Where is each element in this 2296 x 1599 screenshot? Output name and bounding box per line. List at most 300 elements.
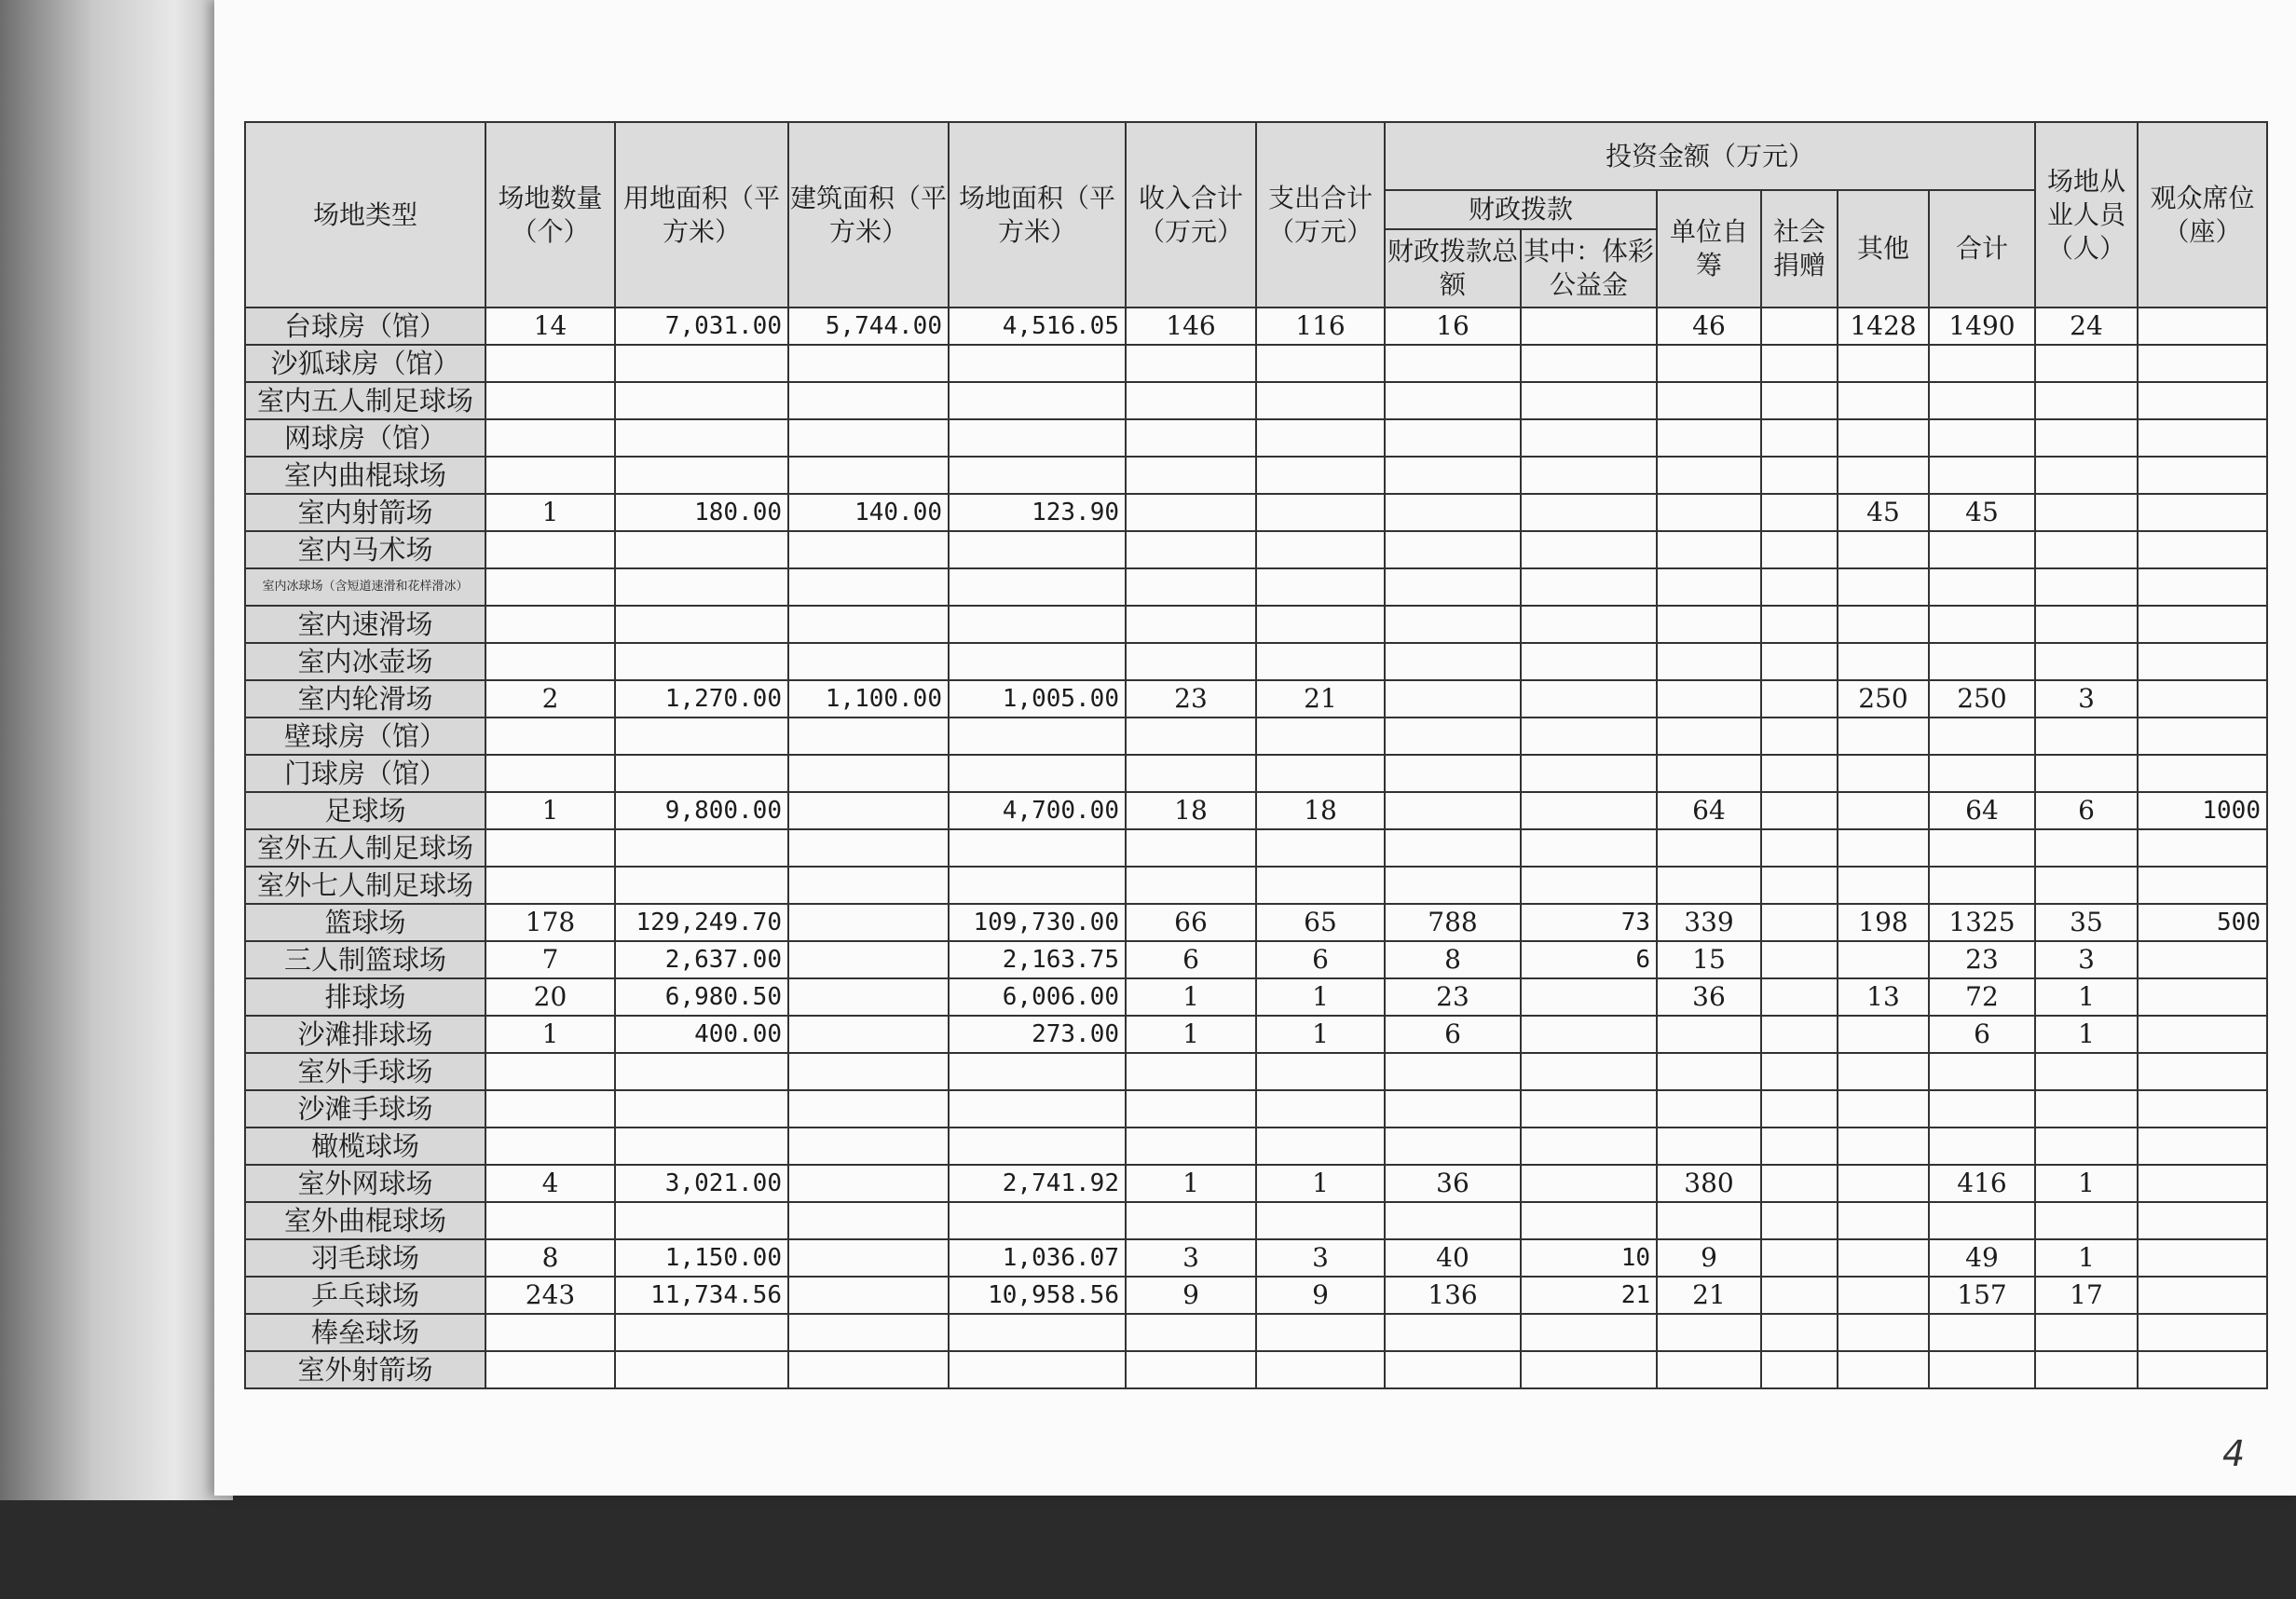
cell-expense [1256,1090,1385,1128]
cell-lottery [1521,1128,1657,1165]
cell-staff [2035,867,2138,904]
cell-self [1657,718,1761,755]
cell-staff: 3 [2035,941,2138,978]
cell-building [788,1202,949,1239]
cell-lottery [1521,829,1657,867]
cell-self [1657,568,1761,606]
cell-income [1126,1351,1256,1388]
cell-donation [1761,494,1838,531]
cell-lottery: 73 [1521,904,1657,941]
cell-field [949,1090,1126,1128]
cell-income: 1 [1126,1165,1256,1202]
cell-other [1838,457,1929,494]
cell-type: 室外七人制足球场 [245,867,485,904]
cell-type: 室内马术场 [245,531,485,568]
cell-expense [1256,1314,1385,1351]
cell-fiscal-total [1385,419,1521,457]
cell-land [615,718,788,755]
cell-donation [1761,904,1838,941]
cell-staff [2035,718,2138,755]
cell-income [1126,382,1256,419]
table-row [245,568,2267,606]
cell-total: 64 [1929,792,2035,829]
cell-building [788,1128,949,1165]
cell-income: 1 [1126,978,1256,1016]
cell-building [788,345,949,382]
cell-type: 室内五人制足球场 [245,382,485,419]
cell-income [1126,419,1256,457]
table-row [245,1314,2267,1351]
cell-lottery [1521,1314,1657,1351]
cell-type: 沙滩排球场 [245,1016,485,1053]
cell-self [1657,345,1761,382]
cell-donation [1761,941,1838,978]
cell-lottery [1521,531,1657,568]
table-row [245,792,2267,829]
cell-building [788,568,949,606]
cell-type: 室外手球场 [245,1053,485,1090]
cell-building: 140.00 [788,494,949,531]
cell-donation [1761,382,1838,419]
cell-field [949,382,1126,419]
cell-income [1126,1053,1256,1090]
table-row [245,345,2267,382]
cell-field [949,345,1126,382]
header-other: 其他 [1838,190,1929,308]
cell-land [615,457,788,494]
cell-count [485,1090,615,1128]
cell-field: 109,730.00 [949,904,1126,941]
cell-total [1929,1202,2035,1239]
cell-other [1838,1314,1929,1351]
cell-total: 23 [1929,941,2035,978]
cell-donation [1761,718,1838,755]
cell-building [788,606,949,643]
header-self-raised: 单位自筹 [1657,190,1761,308]
cell-lottery [1521,1016,1657,1053]
cell-land: 9,800.00 [615,792,788,829]
cell-type: 室外网球场 [245,1165,485,1202]
cell-self: 46 [1657,308,1761,345]
cell-building [788,457,949,494]
cell-field [949,1053,1126,1090]
cell-land: 11,734.56 [615,1277,788,1314]
cell-income: 9 [1126,1277,1256,1314]
cell-lottery [1521,1053,1657,1090]
cell-fiscal-total [1385,829,1521,867]
cell-self [1657,829,1761,867]
cell-fiscal-total [1385,755,1521,792]
cell-self: 64 [1657,792,1761,829]
cell-lottery [1521,978,1657,1016]
cell-fiscal-total [1385,1090,1521,1128]
cell-other [1838,792,1929,829]
cell-total: 250 [1929,680,2035,718]
header-expense: 支出合计（万元） [1256,122,1385,308]
cell-field [949,1202,1126,1239]
cell-building [788,1090,949,1128]
cell-count: 4 [485,1165,615,1202]
cell-building [788,1016,949,1053]
cell-income: 66 [1126,904,1256,941]
table-row [245,457,2267,494]
header-staff: 场地从业人员（人） [2035,122,2138,308]
cell-expense [1256,1202,1385,1239]
cell-count [485,718,615,755]
cell-donation [1761,1202,1838,1239]
cell-expense [1256,606,1385,643]
cell-other [1838,1165,1929,1202]
cell-expense: 1 [1256,1165,1385,1202]
cell-staff [2035,643,2138,680]
cell-count: 2 [485,680,615,718]
cell-total: 49 [1929,1239,2035,1277]
cell-total [1929,345,2035,382]
cell-income [1126,1202,1256,1239]
cell-field: 1,005.00 [949,680,1126,718]
cell-field: 4,516.05 [949,308,1126,345]
cell-type: 足球场 [245,792,485,829]
cell-total [1929,382,2035,419]
cell-land [615,419,788,457]
cell-land [615,531,788,568]
cell-income [1126,829,1256,867]
cell-type: 沙滩手球场 [245,1090,485,1128]
cell-expense: 18 [1256,792,1385,829]
cell-fiscal-total: 16 [1385,308,1521,345]
cell-total [1929,1351,2035,1388]
cell-total [1929,718,2035,755]
cell-count [485,1053,615,1090]
cell-building [788,382,949,419]
cell-seats [2138,1277,2267,1314]
cell-self [1657,1128,1761,1165]
cell-self [1657,1314,1761,1351]
cell-type: 台球房（馆） [245,308,485,345]
cell-fiscal-total [1385,1053,1521,1090]
cell-field [949,1351,1126,1388]
cell-type: 室内速滑场 [245,606,485,643]
cell-land: 129,249.70 [615,904,788,941]
cell-lottery [1521,419,1657,457]
cell-seats [2138,978,2267,1016]
cell-income [1126,1090,1256,1128]
cell-donation [1761,308,1838,345]
table-row [245,1351,2267,1388]
cell-field [949,829,1126,867]
cell-lottery [1521,382,1657,419]
cell-building [788,978,949,1016]
cell-donation [1761,643,1838,680]
cell-count [485,531,615,568]
cell-total [1929,1053,2035,1090]
cell-seats [2138,829,2267,867]
cell-seats [2138,680,2267,718]
cell-building [788,792,949,829]
cell-seats [2138,345,2267,382]
cell-seats [2138,1128,2267,1165]
cell-income: 3 [1126,1239,1256,1277]
cell-self [1657,1090,1761,1128]
cell-total [1929,457,2035,494]
cell-field: 10,958.56 [949,1277,1126,1314]
cell-total [1929,568,2035,606]
cell-donation [1761,1128,1838,1165]
table-row [245,1053,2267,1090]
cell-staff [2035,1351,2138,1388]
cell-lottery [1521,718,1657,755]
cell-fiscal-total [1385,867,1521,904]
cell-fiscal-total [1385,643,1521,680]
cell-other [1838,867,1929,904]
cell-income [1126,718,1256,755]
header-fiscal: 财政拨款 [1385,190,1657,229]
cell-land: 3,021.00 [615,1165,788,1202]
cell-expense [1256,568,1385,606]
cell-lottery: 21 [1521,1277,1657,1314]
cell-donation [1761,755,1838,792]
cell-staff [2035,494,2138,531]
cell-expense [1256,755,1385,792]
cell-lottery [1521,755,1657,792]
cell-field [949,718,1126,755]
cell-seats [2138,755,2267,792]
cell-lottery [1521,457,1657,494]
table-row [245,941,2267,978]
cell-staff: 24 [2035,308,2138,345]
cell-other: 250 [1838,680,1929,718]
cell-count: 178 [485,904,615,941]
cell-other [1838,1351,1929,1388]
cell-self: 36 [1657,978,1761,1016]
cell-staff [2035,1090,2138,1128]
cell-other [1838,531,1929,568]
cell-other [1838,382,1929,419]
cell-field [949,568,1126,606]
cell-expense [1256,1053,1385,1090]
cell-income: 23 [1126,680,1256,718]
cell-count [485,568,615,606]
cell-lottery [1521,308,1657,345]
cell-type: 棒垒球场 [245,1314,485,1351]
header-land-area: 用地面积（平方米） [615,122,788,308]
cell-land [615,1090,788,1128]
cell-land: 2,637.00 [615,941,788,978]
cell-fiscal-total [1385,680,1521,718]
cell-building: 5,744.00 [788,308,949,345]
cell-land: 180.00 [615,494,788,531]
cell-land [615,568,788,606]
cell-lottery [1521,1165,1657,1202]
cell-self [1657,1351,1761,1388]
cell-type: 壁球房（馆） [245,718,485,755]
table-row [245,755,2267,792]
header-type: 场地类型 [245,122,485,308]
cell-expense [1256,718,1385,755]
cell-other [1838,568,1929,606]
cell-type: 室外曲棍球场 [245,1202,485,1239]
cell-staff [2035,457,2138,494]
cell-field [949,1128,1126,1165]
cell-fiscal-total [1385,1202,1521,1239]
cell-fiscal-total: 6 [1385,1016,1521,1053]
cell-self [1657,755,1761,792]
cell-seats [2138,308,2267,345]
cell-field: 273.00 [949,1016,1126,1053]
cell-land [615,829,788,867]
cell-count [485,1128,615,1165]
table-row [245,1239,2267,1277]
cell-other [1838,1128,1929,1165]
cell-building [788,904,949,941]
header-lottery: 其中：体彩公益金 [1521,229,1657,308]
cell-count: 14 [485,308,615,345]
cell-income [1126,531,1256,568]
cell-expense: 9 [1256,1277,1385,1314]
cell-seats [2138,1314,2267,1351]
cell-fiscal-total [1385,1314,1521,1351]
cell-total: 1325 [1929,904,2035,941]
cell-building [788,419,949,457]
cell-expense: 1 [1256,1016,1385,1053]
cell-lottery [1521,1202,1657,1239]
cell-staff [2035,345,2138,382]
cell-donation [1761,345,1838,382]
header-field-area: 场地面积（平方米） [949,122,1126,308]
cell-count: 1 [485,494,615,531]
cell-lottery [1521,568,1657,606]
header-count: 场地数量（个） [485,122,615,308]
cell-total: 157 [1929,1277,2035,1314]
venue-statistics-table [244,121,2268,1389]
cell-staff [2035,382,2138,419]
cell-building [788,1277,949,1314]
cell-count [485,1351,615,1388]
cell-land: 7,031.00 [615,308,788,345]
cell-donation [1761,1277,1838,1314]
cell-building [788,531,949,568]
table-row [245,419,2267,457]
cell-lottery: 6 [1521,941,1657,978]
cell-total [1929,867,2035,904]
cell-fiscal-total [1385,382,1521,419]
cell-seats [2138,568,2267,606]
cell-seats [2138,1016,2267,1053]
table-row [245,867,2267,904]
cell-expense [1256,382,1385,419]
cell-staff: 3 [2035,680,2138,718]
cell-count [485,1202,615,1239]
table-row [245,382,2267,419]
cell-income [1126,755,1256,792]
cell-total [1929,1128,2035,1165]
cell-other [1838,718,1929,755]
cell-income [1126,867,1256,904]
cell-land [615,382,788,419]
table-row [245,494,2267,531]
cell-fiscal-total [1385,457,1521,494]
cell-donation [1761,680,1838,718]
cell-staff: 1 [2035,1165,2138,1202]
cell-donation [1761,1239,1838,1277]
header-total: 合计 [1929,190,2035,308]
header-investment: 投资金额（万元） [1385,122,2035,190]
cell-seats [2138,718,2267,755]
cell-donation [1761,867,1838,904]
cell-field: 2,163.75 [949,941,1126,978]
cell-self: 21 [1657,1277,1761,1314]
cell-staff: 1 [2035,1016,2138,1053]
cell-staff [2035,1314,2138,1351]
cell-count [485,1314,615,1351]
cell-count [485,457,615,494]
cell-land [615,1128,788,1165]
cell-fiscal-total [1385,494,1521,531]
cell-staff: 35 [2035,904,2138,941]
cell-fiscal-total: 23 [1385,978,1521,1016]
cell-field: 123.90 [949,494,1126,531]
cell-type: 室外射箭场 [245,1351,485,1388]
cell-other [1838,941,1929,978]
cell-land: 400.00 [615,1016,788,1053]
cell-building: 1,100.00 [788,680,949,718]
cell-count [485,606,615,643]
cell-expense [1256,345,1385,382]
cell-lottery [1521,1351,1657,1388]
header-seats: 观众席位（座） [2138,122,2267,308]
cell-income: 146 [1126,308,1256,345]
cell-fiscal-total [1385,531,1521,568]
table-row [245,531,2267,568]
cell-type: 室内冰壶场 [245,643,485,680]
cell-field: 1,036.07 [949,1239,1126,1277]
header-fiscal-total: 财政拨款总额 [1385,229,1521,308]
cell-seats: 1000 [2138,792,2267,829]
cell-self [1657,867,1761,904]
cell-income [1126,1128,1256,1165]
cell-self [1657,531,1761,568]
cell-total [1929,643,2035,680]
cell-self: 9 [1657,1239,1761,1277]
cell-fiscal-total: 40 [1385,1239,1521,1277]
cell-expense: 21 [1256,680,1385,718]
cell-seats [2138,457,2267,494]
cell-building [788,718,949,755]
cell-seats [2138,1202,2267,1239]
cell-income [1126,345,1256,382]
cell-staff [2035,531,2138,568]
cell-field [949,419,1126,457]
cell-count [485,345,615,382]
cell-other: 45 [1838,494,1929,531]
cell-lottery [1521,867,1657,904]
cell-donation [1761,457,1838,494]
cell-self [1657,680,1761,718]
cell-seats [2138,1239,2267,1277]
cell-other [1838,1016,1929,1053]
cell-field: 4,700.00 [949,792,1126,829]
cell-self [1657,1202,1761,1239]
cell-total: 6 [1929,1016,2035,1053]
cell-other [1838,1090,1929,1128]
cell-other [1838,755,1929,792]
table-row [245,1202,2267,1239]
cell-seats [2138,867,2267,904]
cell-seats [2138,606,2267,643]
cell-expense [1256,1128,1385,1165]
cell-count [485,829,615,867]
cell-seats [2138,419,2267,457]
